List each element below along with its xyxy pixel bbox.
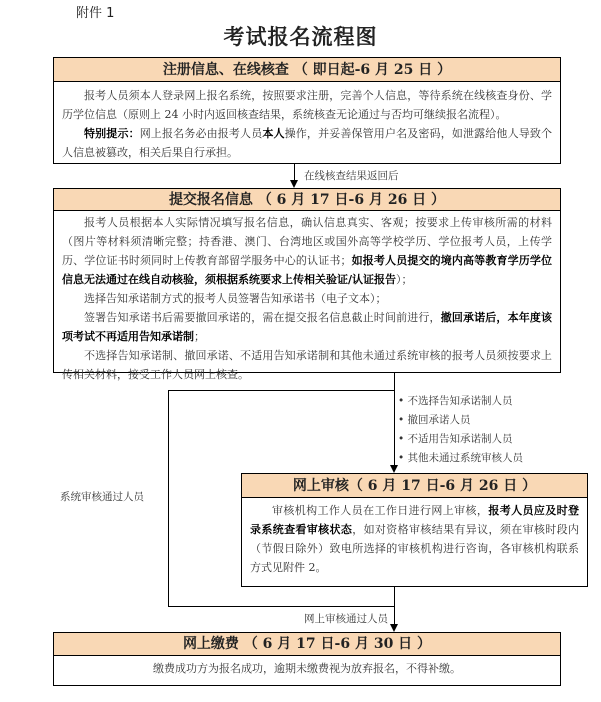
warning-bold: 本人 [262,127,285,140]
step-submit-box [53,188,561,381]
connector-3 [394,587,395,625]
note-review-approved: 网上审核通过人员 [304,613,388,625]
step-payment-heading: 网上缴费 （ 6 月 17 日-6 月 30 日 ） [54,633,560,656]
step-register-box [53,57,561,164]
reason-item: • 不适用告知承诺制人员 [398,430,523,449]
step-review-heading: 网上审核（ 6 月 17 日-6 月 26 日 ） [242,474,587,498]
review-text-bold: 报考人员应及时登录系统查看审核状态 [250,504,580,536]
note-system-approved: 系统审核通过人员 [60,491,144,503]
step-submit-body [54,211,560,384]
warning-text-a: 网上报名务必由报考人员 [139,127,263,140]
loop-top [168,390,395,391]
step-payment-body [54,656,560,678]
reason-item: • 撤回承诺人员 [398,411,523,430]
warning-text-b: 操作，并妥善保管用户名及密码，如泄露给他人导致个人信息被篡改，相关后果自行承担。 [62,127,553,159]
step-submit-text-3 [62,308,552,346]
step-payment-box [53,632,561,686]
review-text-a: 审核机构工作人员在工作日进行网上审核， [272,504,489,517]
step-register-body [54,82,560,162]
submit-text-1b: ）； [396,273,413,286]
step-review-text [250,501,579,577]
page-title: 考试报名流程图 [223,24,378,49]
submit-text-1-bold: 如报考人员提交的境内高等教育学历学位信息无法通过在线自动核验，须根据系统要求上传相关验证/认证报告 [62,254,553,286]
reasons-list [398,392,523,468]
submit-text-1a: 报考人员根据本人实际情况填写报名信息，确认信息真实、客观；按要求上传审核所需的材料（图片等材料须清晰完整；持香港、澳门、台湾地区或国外高等学校学历、学位报考人员，上传学历、学位证书时须同时上传教育部留学服务中心的认证书； [62,216,552,267]
step-review-body [242,498,587,577]
attachment-label: 附件 1 [76,6,115,21]
arrow-3 [390,624,398,632]
arrow-2 [390,465,398,473]
arrow-1 [290,180,298,188]
review-text-b: ，如对资格审核结果有异议，须在审核时段内（节假日除外）致电所选择的审核机构进行咨询，各审核机构联系方式见附件 2。 [250,523,580,574]
step-submit-text-1 [62,213,552,289]
submit-text-3-bold: 撤回承诺后，本年度该项考试不再适用告知承诺制 [62,311,553,343]
loop-left [168,390,169,607]
reason-item: • 不选择告知承诺制人员 [398,392,523,411]
loop-bottom [168,606,395,607]
submit-text-3b: ； [194,330,205,343]
note-after-check: 在线核查结果返回后 [304,170,399,182]
step-review-box [241,473,588,587]
payment-text: 缴费成功方为报名成功，逾期未缴费视为放弃报名，不得补缴。 [153,662,461,675]
submit-text-3a: 签署告知承诺书后需要撤回承诺的，需在提交报名信息截止时间前进行， [84,311,441,324]
step-submit-heading: 提交报名信息 （ 6 月 17 日-6 月 26 日 ） [54,189,560,211]
connector-2 [394,373,395,466]
reason-item: • 其他未通过系统审核人员 [398,449,523,468]
step-submit-text-2: 选择告知承诺制方式的报考人员签署告知承诺书（电子文本）； [84,292,387,305]
connector-1 [294,164,295,181]
step-register-text: 报考人员须本人登录网上报名系统，按照要求注册，完善个人信息，等待系统在线核查身份、学历学位信息（原则上 24 小时内返回核查结果，系统核查无论通过与否均可继续报名流程）。 [62,89,552,121]
step-submit-text-4: 不选择告知承诺制、撤回承诺、不适用告知承诺制和其他未通过系统审核的报考人员须按要求上传相关材料，接受工作人员网上核查。 [62,349,552,381]
warning-label: 特别提示： [84,127,140,140]
step-register-heading: 注册信息、在线核查 （ 即日起-6 月 25 日 ） [54,58,560,82]
step-register-warning [62,124,552,162]
